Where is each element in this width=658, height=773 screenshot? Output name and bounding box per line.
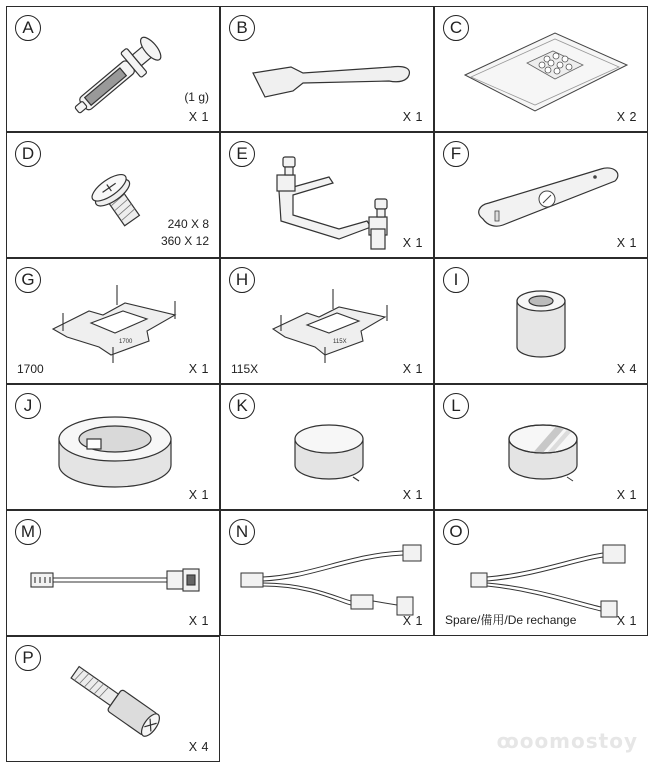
part-quantity: X 1	[188, 614, 209, 628]
part-cell-b	[220, 6, 434, 132]
part-letter: L	[443, 393, 469, 419]
part-letter: M	[15, 519, 41, 545]
part-quantity: X 1	[616, 614, 637, 628]
part-note: Spare/備用/De rechange	[445, 613, 577, 627]
part-letter: K	[229, 393, 255, 419]
part-letter: P	[15, 645, 41, 671]
part-letter: E	[229, 141, 255, 167]
part-quantity: X 1	[402, 488, 423, 502]
part-letter: C	[443, 15, 469, 41]
part-cell-k	[220, 384, 434, 510]
part-cell-j	[6, 384, 220, 510]
part-note-line-1: 240 X 8	[167, 217, 209, 231]
part-quantity: X 1	[616, 488, 637, 502]
part-letter: O	[443, 519, 469, 545]
part-letter: A	[15, 15, 41, 41]
part-letter: H	[229, 267, 255, 293]
part-quantity: X 1	[188, 110, 209, 124]
part-note: (1 g)	[184, 90, 209, 104]
svg-text:1700: 1700	[119, 339, 133, 345]
part-letter: F	[443, 141, 469, 167]
part-quantity: X 1	[188, 362, 209, 376]
part-cell-d	[6, 132, 220, 258]
part-quantity: X 1	[616, 236, 637, 250]
part-quantity: X 1	[402, 614, 423, 628]
part-cell-g	[6, 258, 220, 384]
part-cell-n	[220, 510, 434, 636]
part-letter: I	[443, 267, 469, 293]
part-cell-a	[6, 6, 220, 132]
part-quantity: X 2	[616, 110, 637, 124]
part-cell-l	[434, 384, 648, 510]
part-quantity: X 1	[402, 110, 423, 124]
part-cell-p	[6, 636, 220, 762]
part-quantity: X 1	[188, 488, 209, 502]
part-cell-h	[220, 258, 434, 384]
part-note-line-2: 360 X 12	[160, 234, 209, 248]
part-quantity: X 1	[402, 362, 423, 376]
part-cell-o	[434, 510, 648, 636]
part-letter: B	[229, 15, 255, 41]
part-cell-f	[434, 132, 648, 258]
part-cell-i	[434, 258, 648, 384]
part-quantity: X 4	[616, 362, 637, 376]
part-quantity: X 1	[402, 236, 423, 250]
svg-text:115X: 115X	[333, 339, 347, 345]
part-note: 115X	[231, 362, 259, 376]
part-cell-e	[220, 132, 434, 258]
part-letter: J	[15, 393, 41, 419]
part-quantity: X 4	[188, 740, 209, 754]
part-cell-c	[434, 6, 648, 132]
watermark: ꝏoomostoy	[496, 729, 638, 753]
part-cell-m	[6, 510, 220, 636]
part-letter: D	[15, 141, 41, 167]
part-note: 1700	[17, 362, 44, 376]
part-letter: N	[229, 519, 255, 545]
part-letter: G	[15, 267, 41, 293]
